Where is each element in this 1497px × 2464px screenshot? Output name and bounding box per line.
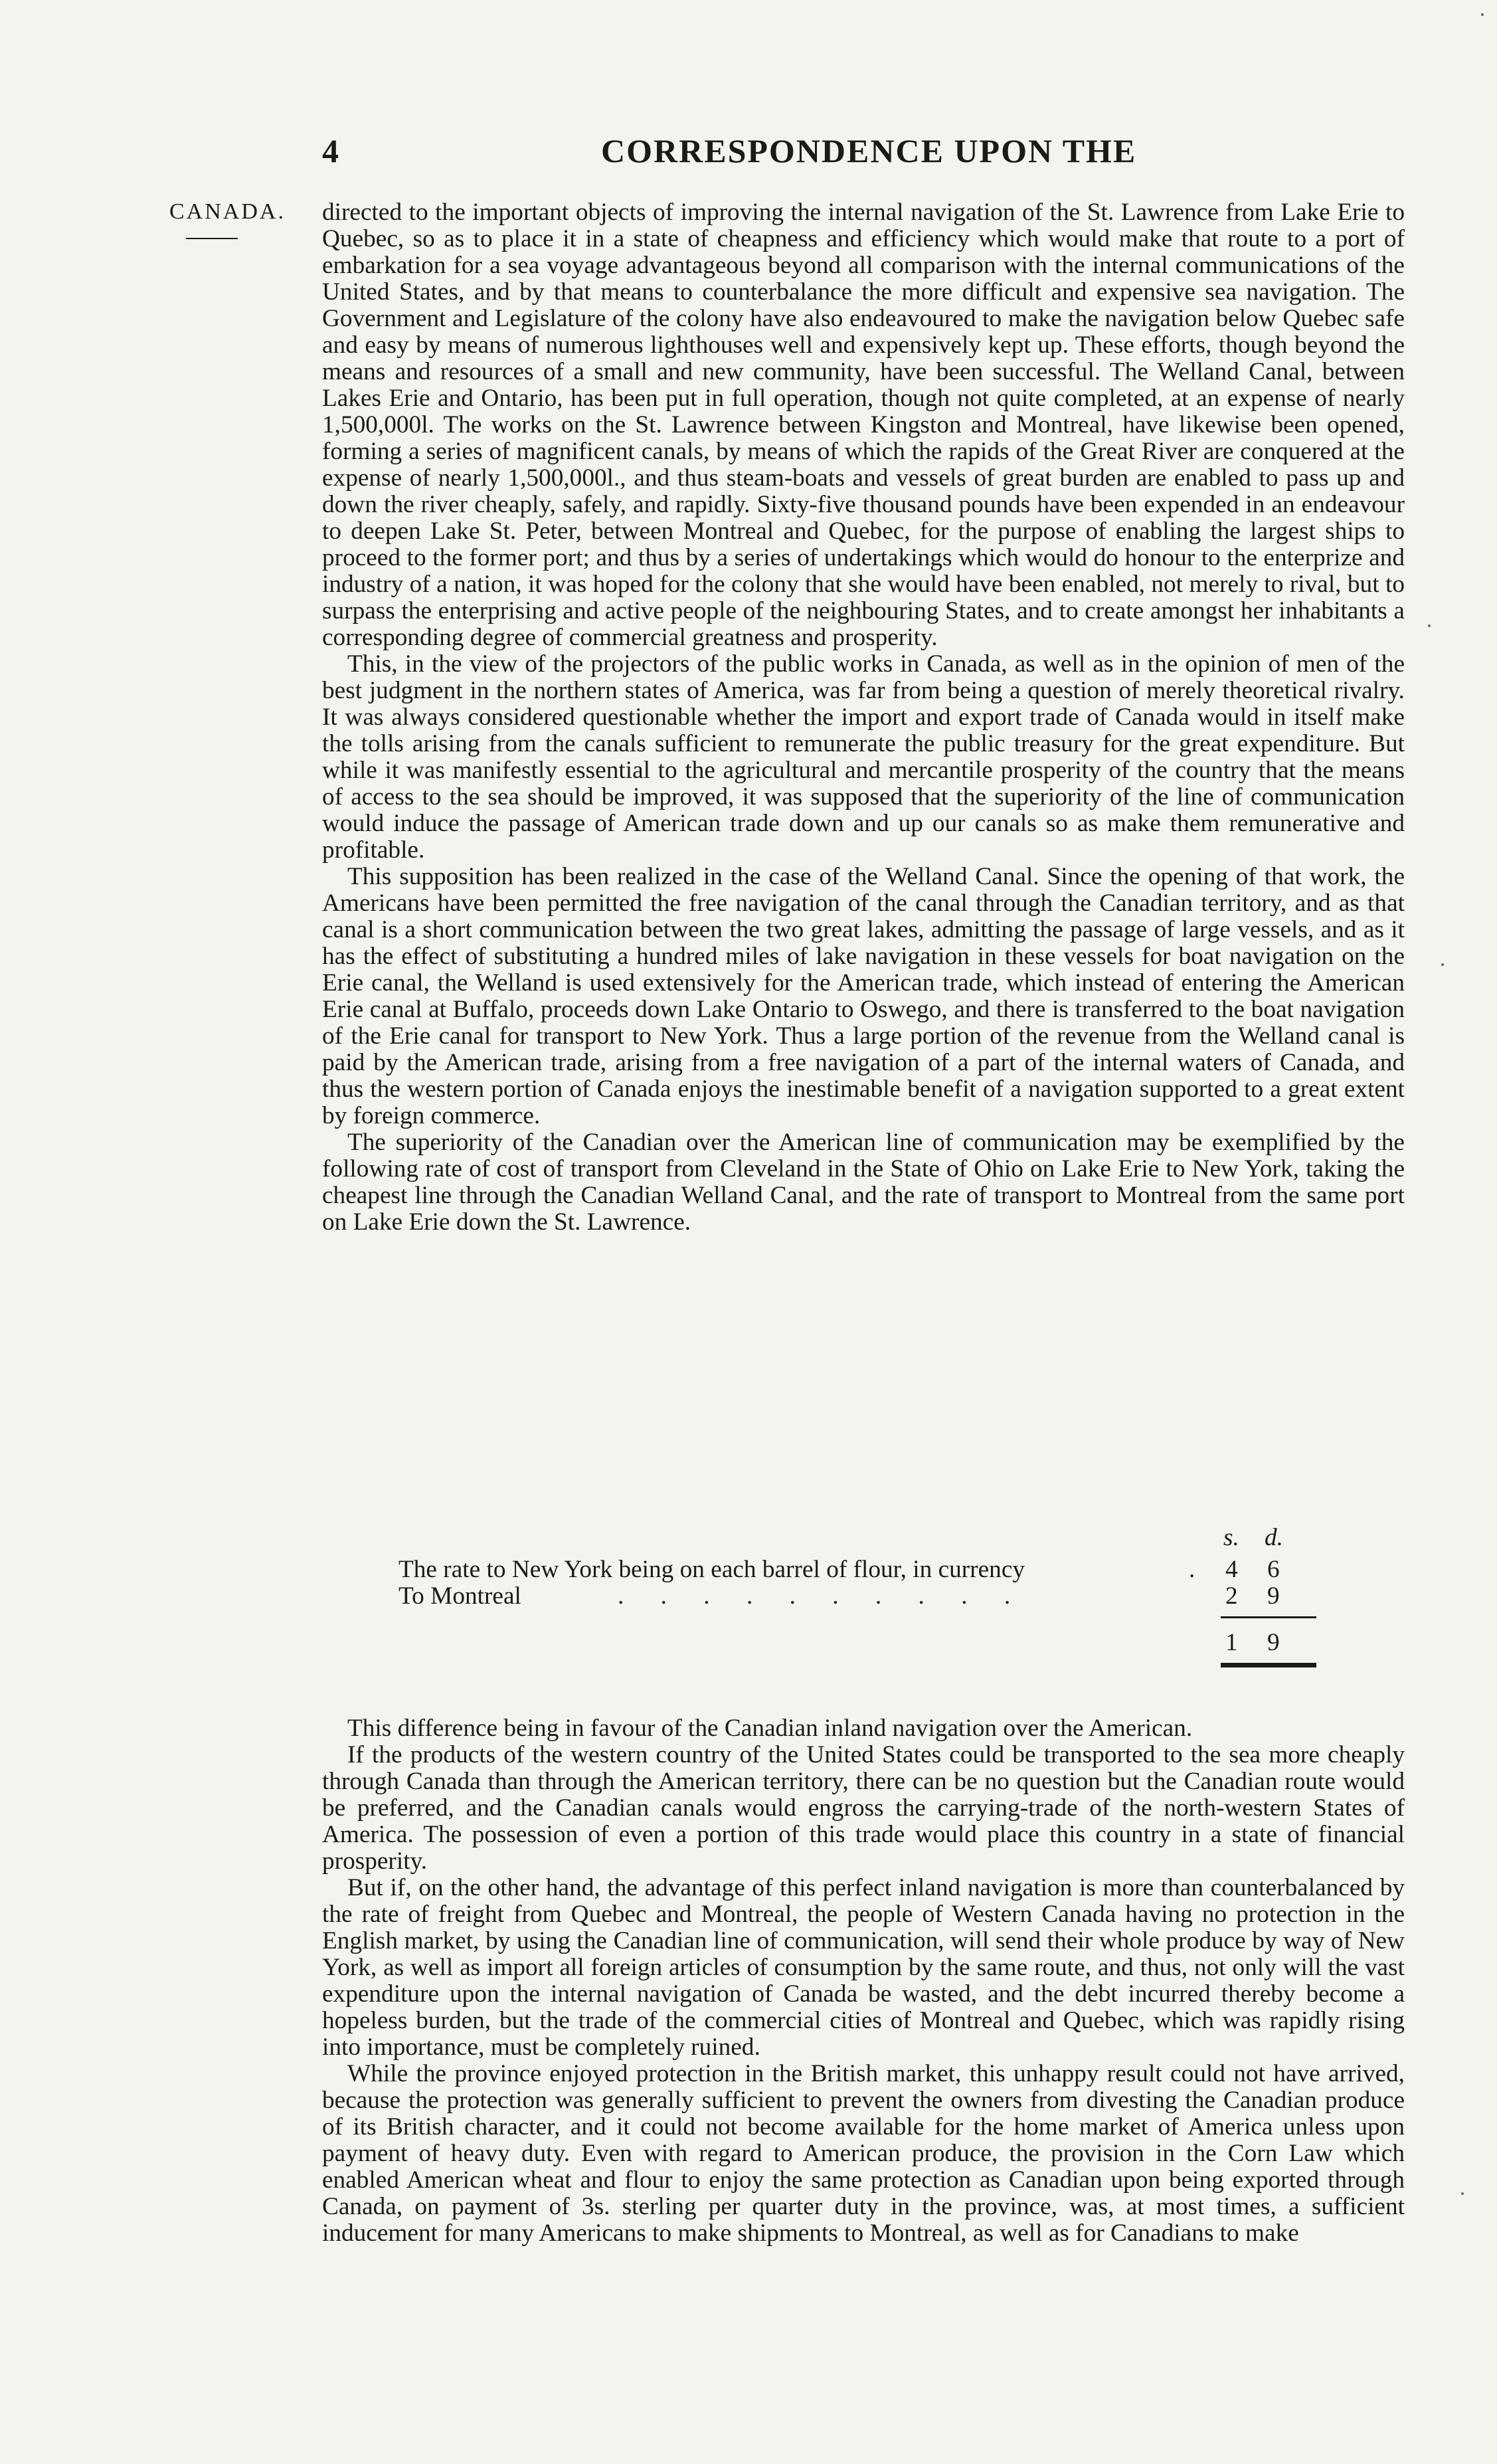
leader-dots: . (1189, 1556, 1211, 1583)
paragraph: If the products of the western country of the United States could be transported to the sea more cheaply through Canada than through the American territory, there can be no question but the Canadian route would be preferred, and the Canadian canals would engross the carrying-trade of the north-western States of America. The possession of even a portion of this trade would place this country in a state of financial prosperity. (322, 1741, 1405, 1875)
paragraph: This, in the view of the projectors of the public works in Canada, as well as in the opinion of men of the best judgment in the northern states of America, was far from being a question of merely theoretical rivalry. It was always considered questionable whether the import and export trade of Canada would in itself make the tolls arising from the canals sufficient to remunerate the public treasury for the great expenditure. But while it was manifestly essential to the agricultural and mercantile prosperity of the country that the means of access to the sea should be improved, it was supposed that the superiority of the line of communication would induce the passage of American trade down and up our canals so as make them remunerative and profitable. (322, 650, 1405, 864)
page-header (0, 132, 1497, 171)
difference-shillings: 1 (1225, 1629, 1238, 1656)
body-text-top (322, 199, 1405, 1236)
sum-rule (1221, 1616, 1316, 1618)
rate-row-new-york (398, 1557, 1315, 1583)
paper-speck (1441, 963, 1444, 966)
page-number: 4 (322, 132, 339, 169)
paragraph: This difference being in favour of the Canadian inland navigation over the American. (347, 1715, 1193, 1742)
paragraph: This supposition has been realized in the case of the Welland Canal. Since the opening of that work, the Americans have been permitted the free navigation of the canal through the Canadian territory, and as that canal is a short communication between the two great lakes, admitting the passage of large vessels, and as it has the effect of substituting a hundred miles of lake navigation in these vessels for boat navigation on the Erie canal, the Welland is used extensively for the American trade, which instead of entering the American Erie canal at Buffalo, proceeds down Lake Ontario to Oswego, and there is transferred to the boat navigation of the Erie canal for transport to New York. Thus a large portion of the revenue from the Welland canal is paid by the American trade, arising from a free navigation of a part of the internal waters of Canada, and thus the western portion of Canada enjoys the inestimable benefit of a navigation supported to a great extent by foreign commerce. (322, 863, 1405, 1129)
shillings-column-label: s. (1223, 1524, 1239, 1551)
paper-speck (1428, 624, 1431, 627)
total-rule (1221, 1663, 1316, 1667)
rate-shillings: 2 (1225, 1582, 1238, 1610)
running-head: CORRESPONDENCE UPON THE (601, 132, 1137, 169)
paragraph: While the province enjoyed protection in the British market, this unhappy result could not have arrived, because the protection was generally sufficient to prevent the owners from divesting the Canadian produce of its British character, and it could not become available for the home market of America unless upon payment of heavy duty. Even with regard to American produce, the provision in the Corn Law which enabled American wheat and flour to enjoy the same protection as Canadian upon being exported through Canada, on payment of 3s. sterling per quarter duty in the province, was, at most times, a sufficient inducement for many Americans to make shipments to Montreal, as well as for Canadians to make (322, 2060, 1405, 2247)
rate-shillings: 4 (1225, 1556, 1238, 1583)
margin-rule (186, 238, 238, 239)
rate-label: To Montreal (398, 1582, 521, 1610)
difference-pence: 9 (1267, 1629, 1280, 1656)
paragraph: directed to the important objects of improving the internal navigation of the St. Lawrence from Lake Erie to Quebec, so as to place it in a state of cheapness and efficiency which would make that route to a port of embarkation for a sea voyage advantageous beyond all comparison with the internal communications of the United States, and by that means to counterbalance the more difficult and expensive sea navigation. The Government and Legislature of the colony have also endeavoured to make the navigation below Quebec safe and easy by means of numerous lighthouses well and expensively kept up. These efforts, though beyond the means and resources of a small and new community, have been successful. The Welland Canal, between Lakes Erie and Ontario, has been put in full operation, though not quite completed, at an expense of nearly 1,500,000l. The works on the St. Lawrence between Kingston and Montreal, have likewise been opened, forming a series of magnificent canals, by means of which the rapids of the Great River are conquered at the expense of nearly 1,500,000l., and thus steam-boats and vessels of great burden are enabled to pass up and down the river cheaply, safely, and rapidly. Sixty-five thousand pounds have been expended in an endeavour to deepen Lake St. Peter, between Montreal and Quebec, for the purpose of enabling the largest ships to proceed to the former port; and thus by a series of undertakings which would do honour to the enterprize and industry of a nation, it was hoped for the colony that she would have been enabled, not merely to rival, but to surpass the enterprising and active people of the neighbouring States, and to create amongst her inhabitants a corresponding degree of commercial greatness and prosperity. (322, 199, 1405, 651)
body-text-bottom (322, 1715, 1405, 2247)
rate-row-difference (398, 1630, 1315, 1656)
pence-column-label: d. (1265, 1524, 1283, 1551)
rate-pence: 6 (1267, 1556, 1280, 1583)
rate-label: The rate to New York being on each barrel of flour, in currency (398, 1556, 1025, 1583)
rate-row-montreal (398, 1583, 1315, 1610)
paragraph: The superiority of the Canadian over the American line of communication may be exemplified by the following rate of cost of transport from Cleveland in the State of Ohio on Lake Erie to New York, taking the cheapest line through the Canadian Welland Canal, and the rate of transport to Montreal from the same port on Lake Erie down the St. Lawrence. (322, 1129, 1405, 1236)
rate-pence: 9 (1267, 1582, 1280, 1610)
leader-dots: . . . . . . . . . . (618, 1582, 1026, 1610)
paragraph: But if, on the other hand, the advantage of this perfect inland navigation is more than counterbalanced by the rate of freight from Quebec and Montreal, the people of Western Canada having no protection in the English market, by using the Canadian line of communication, will send their whole produce by way of New York, as well as import all foreign articles of consumption by the same route, and thus, not only will the vast expenditure upon the internal navigation of Canada be wasted, and the debt incurred thereby become a hopeless burden, but the trade of the commercial cities of Montreal and Quebec, which was rapidly rising into importance, must be completely ruined. (322, 1874, 1405, 2061)
margin-label: CANADA. (169, 199, 286, 224)
paper-speck (1461, 2192, 1464, 2195)
paper-speck (1481, 13, 1484, 16)
